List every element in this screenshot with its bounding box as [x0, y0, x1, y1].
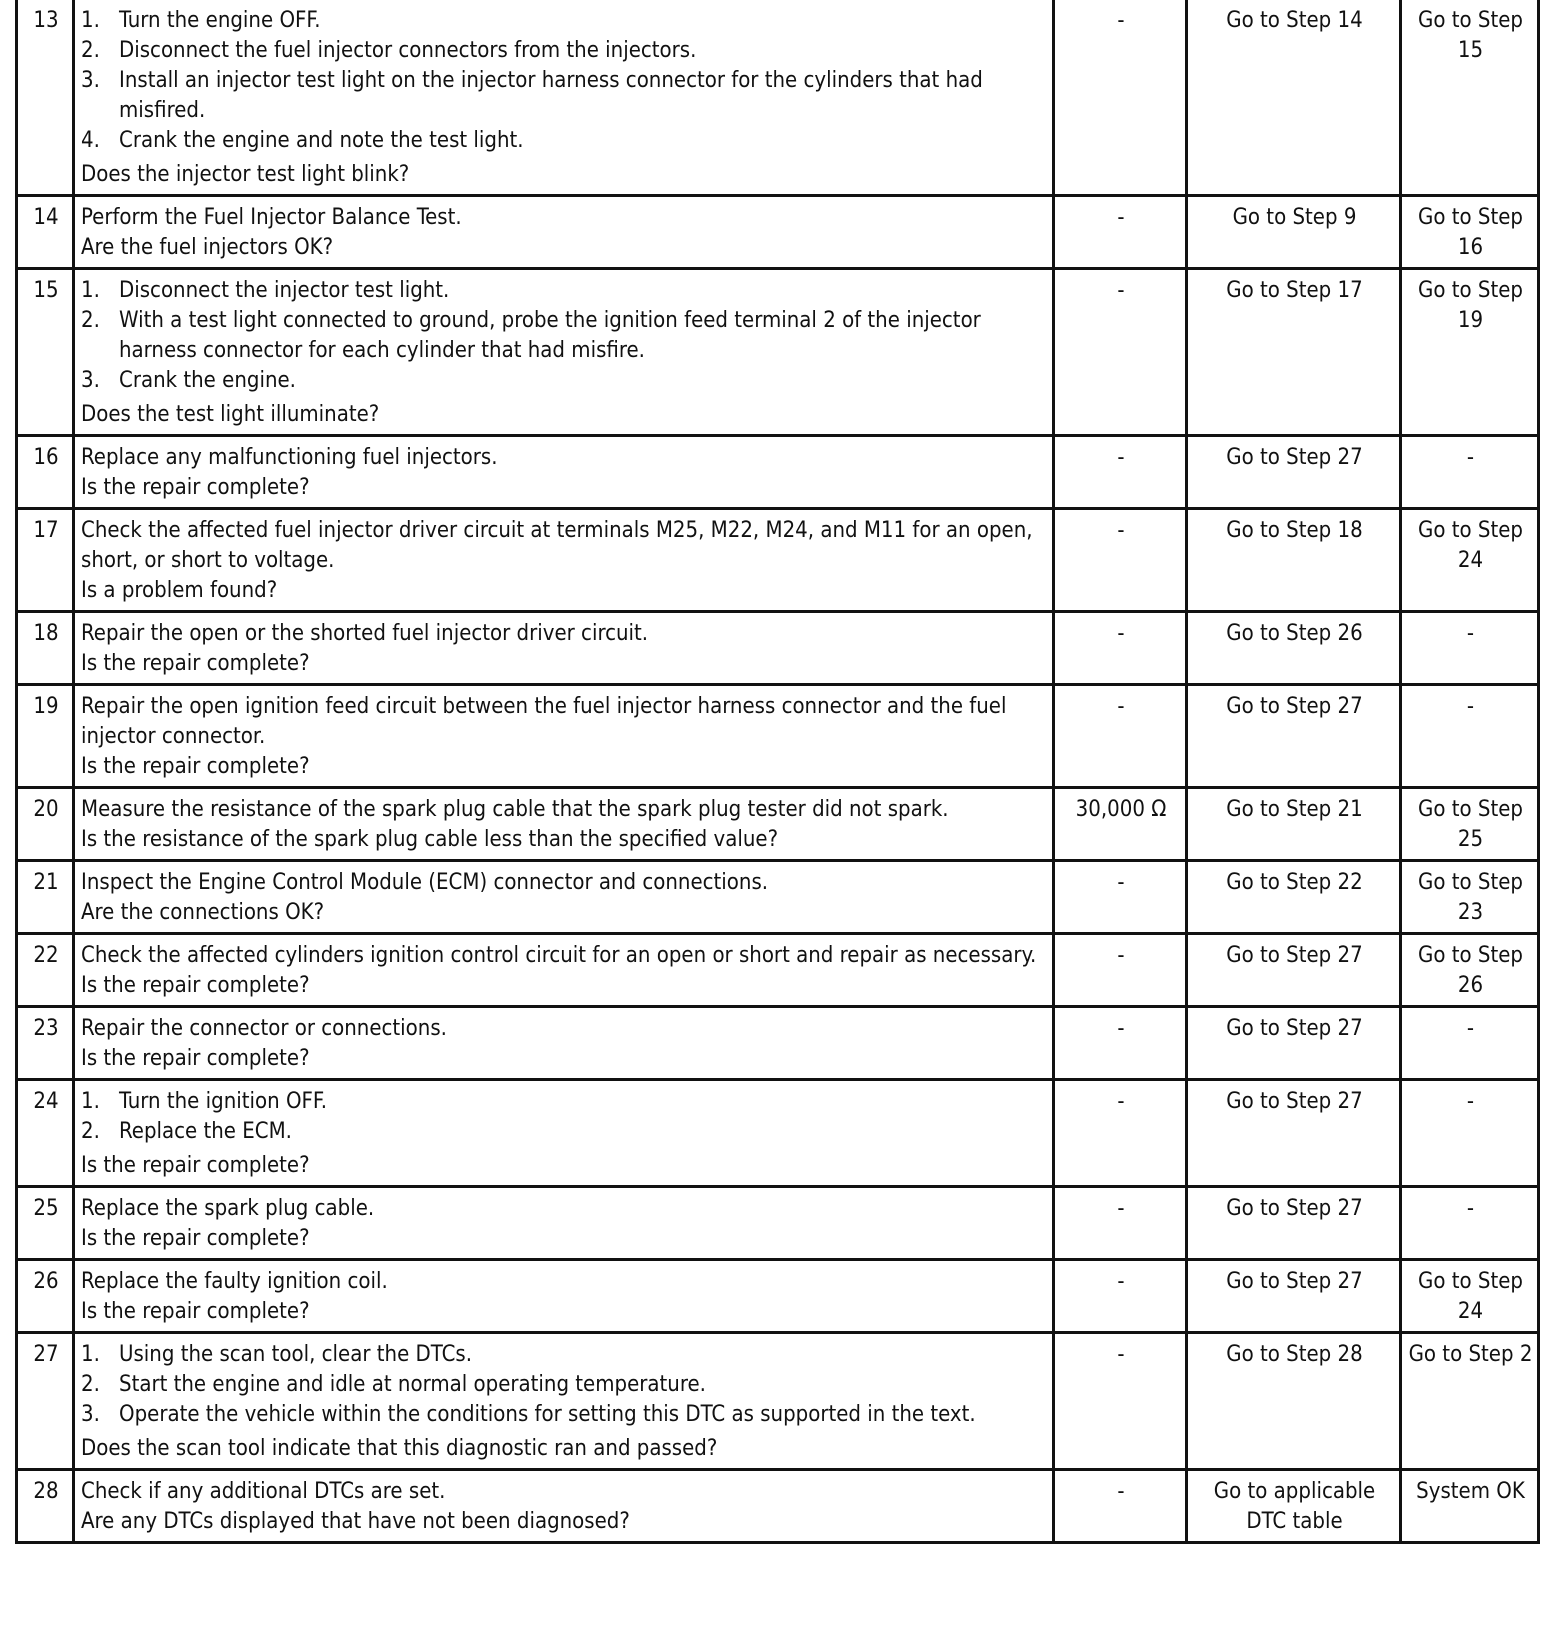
step-instruction: Replace any malfunctioning fuel injectors. [81, 445, 498, 470]
step-value: - [1054, 509, 1187, 612]
step-action [74, 436, 1054, 509]
step-value: - [1054, 685, 1187, 788]
yes-action: Go to Step 18 [1187, 509, 1401, 612]
step-value: - [1054, 1333, 1187, 1470]
step-instruction: Inspect the Engine Control Module (ECM) connector and connections. [81, 870, 769, 895]
step-value: - [1054, 1470, 1187, 1543]
table-row [17, 612, 1539, 685]
table-row [17, 788, 1539, 861]
no-action: - [1401, 436, 1539, 509]
action-list [81, 1087, 1048, 1147]
yes-action: Go to Step 27 [1187, 1080, 1401, 1187]
step-question: Is the repair complete? [81, 651, 310, 676]
table-row [17, 1470, 1539, 1543]
table-row [17, 269, 1539, 436]
step-action [74, 861, 1054, 934]
no-action: System OK [1401, 1470, 1539, 1543]
action-text: Operate the vehicle within the conditions for setting this DTC as supported in the text. [119, 1402, 976, 1427]
yes-action: Go to Step 28 [1187, 1333, 1401, 1470]
diagnostic-table-body [17, 0, 1539, 1543]
step-number: 28 [17, 1470, 74, 1543]
step-question: Is the repair complete? [81, 1153, 310, 1178]
step-question: Are the connections OK? [81, 900, 325, 925]
step-number: 27 [17, 1333, 74, 1470]
step-value: - [1054, 1080, 1187, 1187]
step-number: 19 [17, 685, 74, 788]
yes-action: Go to Step 27 [1187, 934, 1401, 1007]
action-text: Start the engine and idle at normal operating temperature. [119, 1372, 706, 1397]
step-question: Is the repair complete? [81, 973, 310, 998]
table-row [17, 861, 1539, 934]
diagnostic-step-table [15, 0, 1540, 1544]
action-item [81, 1117, 1048, 1147]
action-item [81, 66, 1048, 126]
no-action: Go to Step 16 [1401, 196, 1539, 269]
yes-action: Go to Step 27 [1187, 1187, 1401, 1260]
step-question: Is the repair complete? [81, 754, 310, 779]
step-action [74, 788, 1054, 861]
action-number: 3. [81, 368, 100, 393]
action-number: 1. [81, 1342, 100, 1367]
no-action: - [1401, 1187, 1539, 1260]
action-number: 2. [81, 38, 100, 63]
step-value: - [1054, 934, 1187, 1007]
step-value: 30,000 Ω [1054, 788, 1187, 861]
step-question: Does the scan tool indicate that this diagnostic ran and passed? [81, 1436, 718, 1461]
action-item [81, 36, 1048, 66]
step-value: - [1054, 196, 1187, 269]
step-instruction: Check if any additional DTCs are set. [81, 1479, 446, 1504]
yes-action: Go to Step 9 [1187, 196, 1401, 269]
step-number: 22 [17, 934, 74, 1007]
action-number: 3. [81, 68, 100, 93]
step-instruction: Repair the open ignition feed circuit between the fuel injector harness connector and the fuel injector connector. [81, 694, 1007, 749]
step-instruction: Perform the Fuel Injector Balance Test. [81, 205, 462, 230]
step-value: - [1054, 861, 1187, 934]
action-number: 1. [81, 8, 100, 33]
action-list [81, 276, 1048, 396]
step-instruction: Repair the open or the shorted fuel injector driver circuit. [81, 621, 649, 646]
action-text: With a test light connected to ground, probe the ignition feed terminal 2 of the injector harness connector for each cylinder that had misfire. [119, 308, 981, 363]
no-action: Go to Step 19 [1401, 269, 1539, 436]
step-action [74, 269, 1054, 436]
step-number: 26 [17, 1260, 74, 1333]
action-item [81, 1400, 1048, 1430]
step-question: Is the resistance of the spark plug cable less than the specified value? [81, 827, 779, 852]
step-instruction: Repair the connector or connections. [81, 1016, 447, 1041]
step-number: 24 [17, 1080, 74, 1187]
diagnostic-table-page [15, 0, 1537, 1544]
table-row [17, 1080, 1539, 1187]
action-text: Replace the ECM. [119, 1119, 292, 1144]
action-text: Disconnect the fuel injector connectors from the injectors. [119, 38, 697, 63]
step-number: 21 [17, 861, 74, 934]
action-list [81, 6, 1048, 156]
table-row [17, 1333, 1539, 1470]
step-value: - [1054, 0, 1187, 196]
table-row [17, 0, 1539, 196]
action-text: Using the scan tool, clear the DTCs. [119, 1342, 472, 1367]
step-value: - [1054, 436, 1187, 509]
step-action [74, 1007, 1054, 1080]
step-question: Are the fuel injectors OK? [81, 235, 334, 260]
step-action [74, 685, 1054, 788]
action-number: 1. [81, 1089, 100, 1114]
step-number: 13 [17, 0, 74, 196]
no-action: Go to Step 24 [1401, 509, 1539, 612]
step-number: 17 [17, 509, 74, 612]
no-action: - [1401, 612, 1539, 685]
step-question: Is the repair complete? [81, 1299, 310, 1324]
step-action [74, 1470, 1054, 1543]
step-action [74, 509, 1054, 612]
step-number: 23 [17, 1007, 74, 1080]
yes-action: Go to Step 27 [1187, 1260, 1401, 1333]
table-row [17, 934, 1539, 1007]
action-number: 2. [81, 308, 100, 333]
action-text: Turn the ignition OFF. [119, 1089, 328, 1114]
yes-action: Go to Step 26 [1187, 612, 1401, 685]
step-instruction: Check the affected cylinders ignition control circuit for an open or short and repair as necessary. [81, 943, 1037, 968]
step-question: Does the injector test light blink? [81, 162, 410, 187]
step-number: 16 [17, 436, 74, 509]
step-action [74, 196, 1054, 269]
no-action: Go to Step 25 [1401, 788, 1539, 861]
step-question: Is the repair complete? [81, 475, 310, 500]
action-item [81, 276, 1048, 306]
step-number: 20 [17, 788, 74, 861]
yes-action: Go to Step 27 [1187, 685, 1401, 788]
yes-action: Go to Step 27 [1187, 1007, 1401, 1080]
table-row [17, 436, 1539, 509]
action-item [81, 306, 1048, 366]
step-value: - [1054, 269, 1187, 436]
no-action: - [1401, 685, 1539, 788]
table-row [17, 685, 1539, 788]
step-question: Is the repair complete? [81, 1226, 310, 1251]
no-action: - [1401, 1080, 1539, 1187]
no-action: - [1401, 1007, 1539, 1080]
no-action: Go to Step 15 [1401, 0, 1539, 196]
step-question: Does the test light illuminate? [81, 402, 380, 427]
no-action: Go to Step 2 [1401, 1333, 1539, 1470]
step-action [74, 1333, 1054, 1470]
step-action [74, 1260, 1054, 1333]
yes-action: Go to Step 22 [1187, 861, 1401, 934]
action-list [81, 1340, 1048, 1430]
action-item [81, 1340, 1048, 1370]
action-text: Disconnect the injector test light. [119, 278, 450, 303]
action-text: Crank the engine. [119, 368, 296, 393]
step-value: - [1054, 1260, 1187, 1333]
step-number: 18 [17, 612, 74, 685]
step-instruction: Check the affected fuel injector driver circuit at terminals M25, M22, M24, and M11 for an open, short, or short to voltage. [81, 518, 1033, 573]
step-instruction: Measure the resistance of the spark plug cable that the spark plug tester did not spark. [81, 797, 949, 822]
action-text: Turn the engine OFF. [119, 8, 321, 33]
step-instruction: Replace the spark plug cable. [81, 1196, 375, 1221]
action-number: 2. [81, 1119, 100, 1144]
action-number: 4. [81, 128, 100, 153]
step-value: - [1054, 1007, 1187, 1080]
step-question: Is a problem found? [81, 578, 278, 603]
step-action [74, 1187, 1054, 1260]
step-instruction: Replace the faulty ignition coil. [81, 1269, 388, 1294]
yes-action: Go to Step 21 [1187, 788, 1401, 861]
step-action [74, 612, 1054, 685]
table-row [17, 509, 1539, 612]
action-number: 3. [81, 1402, 100, 1427]
yes-action: Go to Step 17 [1187, 269, 1401, 436]
step-value: - [1054, 1187, 1187, 1260]
step-action [74, 0, 1054, 196]
table-row [17, 196, 1539, 269]
action-item [81, 126, 1048, 156]
no-action: Go to Step 23 [1401, 861, 1539, 934]
action-number: 1. [81, 278, 100, 303]
step-number: 15 [17, 269, 74, 436]
no-action: Go to Step 26 [1401, 934, 1539, 1007]
step-action [74, 934, 1054, 1007]
step-question: Are any DTCs displayed that have not been diagnosed? [81, 1509, 630, 1534]
step-value: - [1054, 612, 1187, 685]
action-item [81, 1370, 1048, 1400]
yes-action: Go to Step 27 [1187, 436, 1401, 509]
table-row [17, 1260, 1539, 1333]
table-row [17, 1007, 1539, 1080]
yes-action: Go to applicable DTC table [1187, 1470, 1401, 1543]
step-question: Is the repair complete? [81, 1046, 310, 1071]
no-action: Go to Step 24 [1401, 1260, 1539, 1333]
action-item [81, 366, 1048, 396]
step-number: 25 [17, 1187, 74, 1260]
action-text: Crank the engine and note the test light. [119, 128, 524, 153]
action-text: Install an injector test light on the injector harness connector for the cylinders that had misfired. [119, 68, 983, 123]
action-item [81, 1087, 1048, 1117]
action-number: 2. [81, 1372, 100, 1397]
table-row [17, 1187, 1539, 1260]
yes-action: Go to Step 14 [1187, 0, 1401, 196]
step-action [74, 1080, 1054, 1187]
action-item [81, 6, 1048, 36]
step-number: 14 [17, 196, 74, 269]
